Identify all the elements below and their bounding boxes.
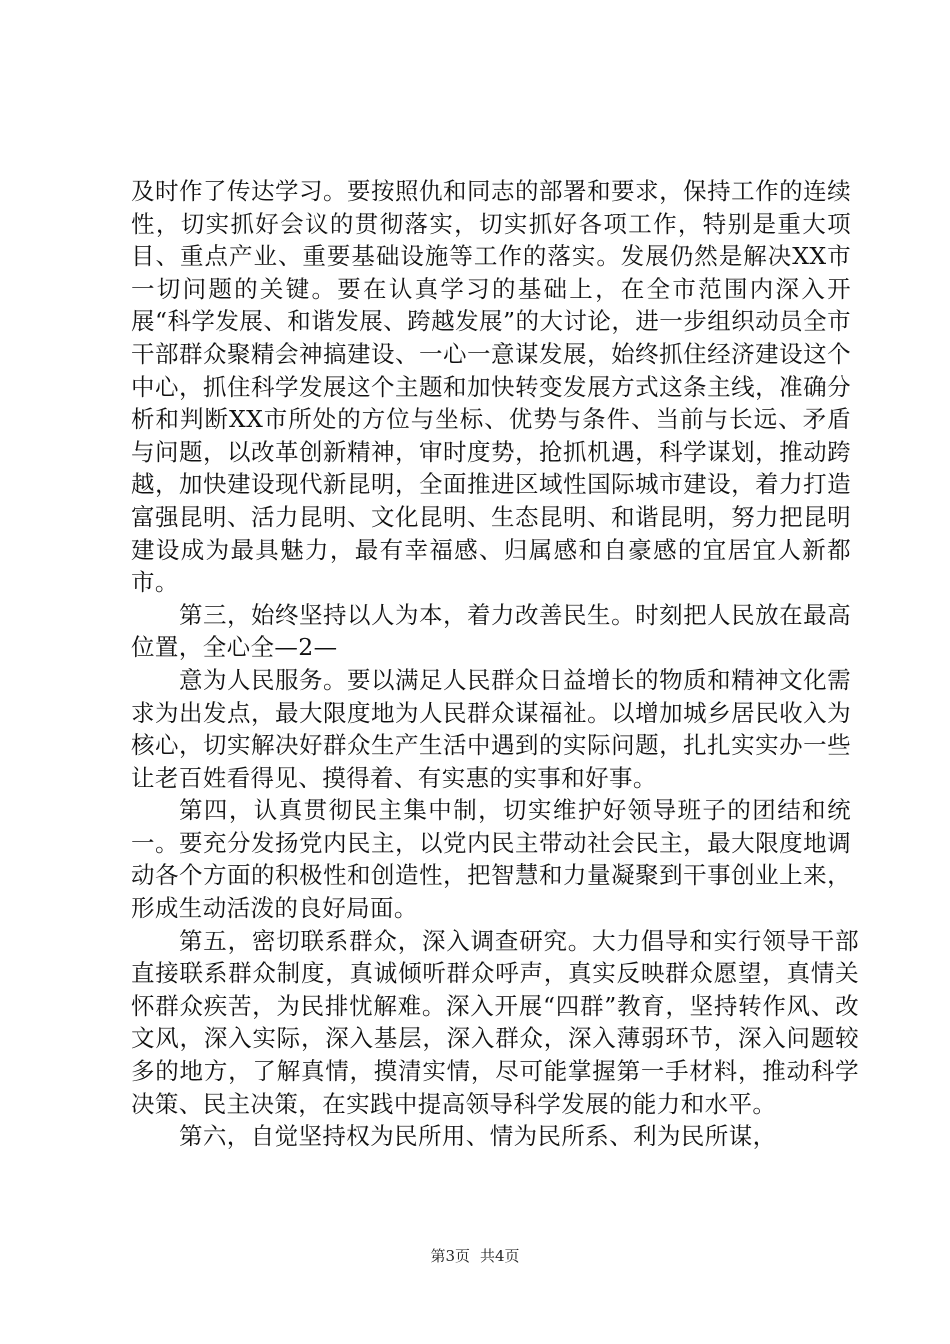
paragraph-fourth-point: 第四，认真贯彻民主集中制，切实维护好领导班子的团结和统一。要充分发扬党内民主，以党内民主带动社会民主，最大限度地调动各个方面的积极性和创造性，把智慧和力量凝聚到干事创业上来，形成生动活泼的良好局面。 (131, 796, 851, 923)
page-total: 共4页 (480, 1247, 520, 1265)
paragraph-fifth-point: 第五，密切联系群众，深入调查研究。大力倡导和实行领导干部直接联系群众制度，真诚倾听群众呼声，真实反映群众愿望，真情关怀群众疾苦，为民排忧解难。深入开展“四群”教育，坚持转作风、改文风，深入实际，深入基层，深入群众，深入薄弱环节，深入问题较多的地方，了解真情，摸清实情，尽可能掌握第一手材料，推动科学决策、民主决策，在实践中提高领导科学发展的能力和水平。 (131, 926, 859, 1118)
paragraph-serve-people: 意为人民服务。要以满足人民群众日益增长的物质和精神文化需求为出发点，最大限度地为人民群众谋福祉。以增加城乡居民收入为核心，切实解决好群众生产生活中遇到的实际问题，扎扎实实办一些让老百姓看得见、摸得着、有实惠的实事和好事。 (131, 665, 851, 792)
paragraph-continued: 及时作了传达学习。要按照仇和同志的部署和要求，保持工作的连续性，切实抓好会议的贯彻落实，切实抓好各项工作，特别是重大项目、重点产业、重要基础设施等工作的落实。发展仍然是解决XX市一切问题的关键。要在认真学习的基础上，在全市范围内深入开展“科学发展、和谐发展、跨越发展”的大讨论，进一步组织动员全市干部群众聚精会神搞建设、一心一意谋发展，始终抓住经济建设这个中心，抓住科学发展这个主题和加快转变发展方式这条主线，准确分析和判断XX市所处的方位与坐标、优势与条件、当前与长远、矛盾与问题，以改革创新精神，审时度势，抢抓机遇，科学谋划，推动跨越，加快建设现代新昆明，全面推进区域性国际城市建设，着力打造富强昆明、活力昆明、文化昆明、生态昆明、和谐昆明，努力把昆明建设成为最具魅力，最有幸福感、归属感和自豪感的宜居宜人新都市。 (131, 177, 851, 597)
paragraph-sixth-point: 第六，自觉坚持权为民所用、情为民所系、利为民所谋， (179, 1122, 777, 1151)
page-footer (0, 1246, 950, 1266)
page-number: 第3页 (430, 1247, 470, 1265)
paragraph-third-point: 第三，始终坚持以人为本，着力改善民生。时刻把人民放在最高位置，全心全—2— (131, 600, 851, 662)
document-body (131, 175, 859, 1153)
